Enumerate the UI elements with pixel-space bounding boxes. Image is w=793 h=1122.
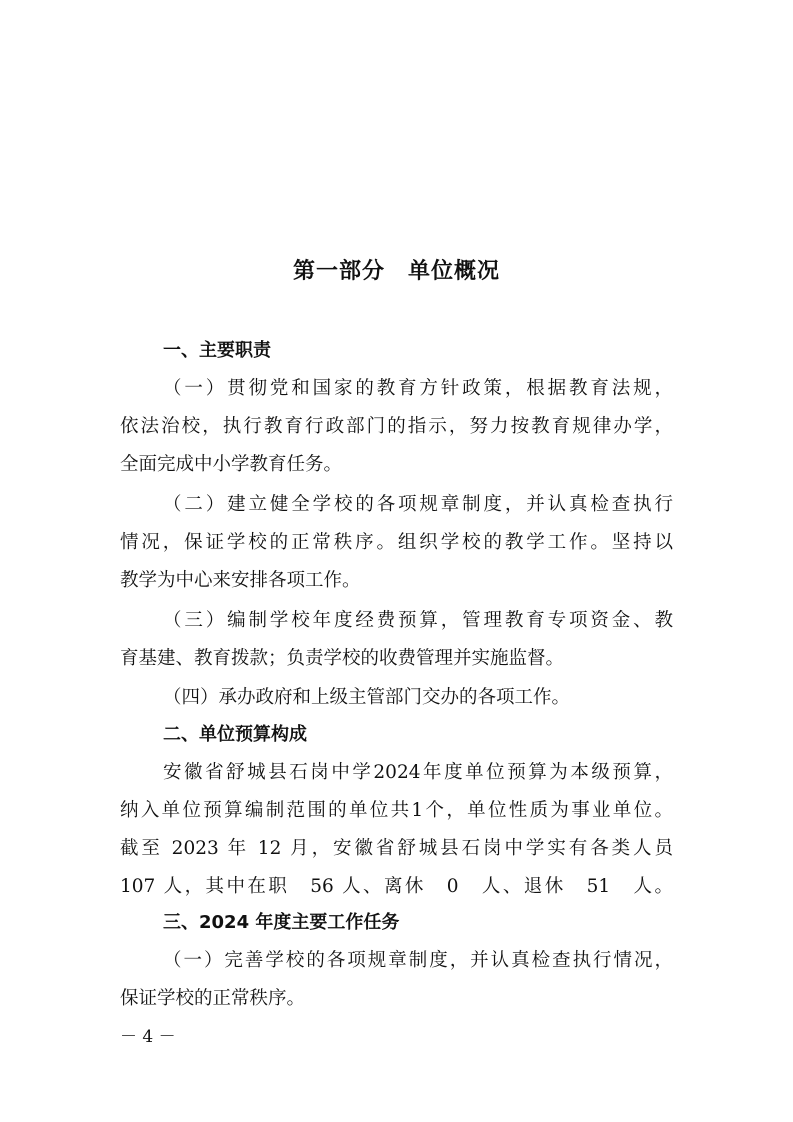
- section-title: 第一部分 单位概况: [292, 259, 500, 284]
- paragraph-line: （二）建立健全学校的各项规章制度，并认真检查执行: [163, 494, 673, 515]
- paragraph-line: （一）贯彻党和国家的教育方针政策，根据教育法规，: [163, 378, 673, 399]
- paragraph-line: 教学为中心来安排各项工作。: [120, 570, 361, 591]
- paragraph-line: 情况，保证学校的正常秩序。组织学校的教学工作。坚持以: [120, 532, 673, 553]
- paragraph-line: 截至 2023 年 12 月，安徽省舒城县石岗中学实有各类人员: [120, 838, 673, 859]
- paragraph-line: （一）完善学校的各项规章制度，并认真检查执行情况，: [163, 950, 673, 971]
- heading-budget-composition: 二、单位预算构成: [163, 724, 307, 745]
- paragraph-line: 保证学校的正常秩序。: [120, 988, 306, 1009]
- paragraph-line: 依法治校，执行教育行政部门的指示，努力按教育规律办学，: [120, 416, 673, 437]
- paragraph-line: （四）承办政府和上级主管部门交办的各项工作。: [163, 687, 571, 708]
- page-number: － 4 －: [120, 1027, 176, 1047]
- paragraph-line: （三）编制学校年度经费预算，管理教育专项资金、教: [163, 610, 673, 631]
- paragraph-line: 全面完成中小学教育任务。: [120, 454, 343, 475]
- paragraph-line: 107 人，其中在职 56 人、离休 0 人、退休 51 人。: [120, 876, 673, 897]
- heading-work-tasks: 三、2024 年度主要工作任务: [163, 912, 400, 933]
- heading-main-duties: 一、主要职责: [163, 340, 271, 361]
- paragraph-line: 纳入单位预算编制范围的单位共1个，单位性质为事业单位。: [120, 800, 673, 821]
- paragraph-line: 育基建、教育拨款；负责学校的收费管理并实施监督。: [120, 648, 565, 669]
- paragraph-line: 安徽省舒城县石岗中学2024年度单位预算为本级预算，: [163, 762, 673, 783]
